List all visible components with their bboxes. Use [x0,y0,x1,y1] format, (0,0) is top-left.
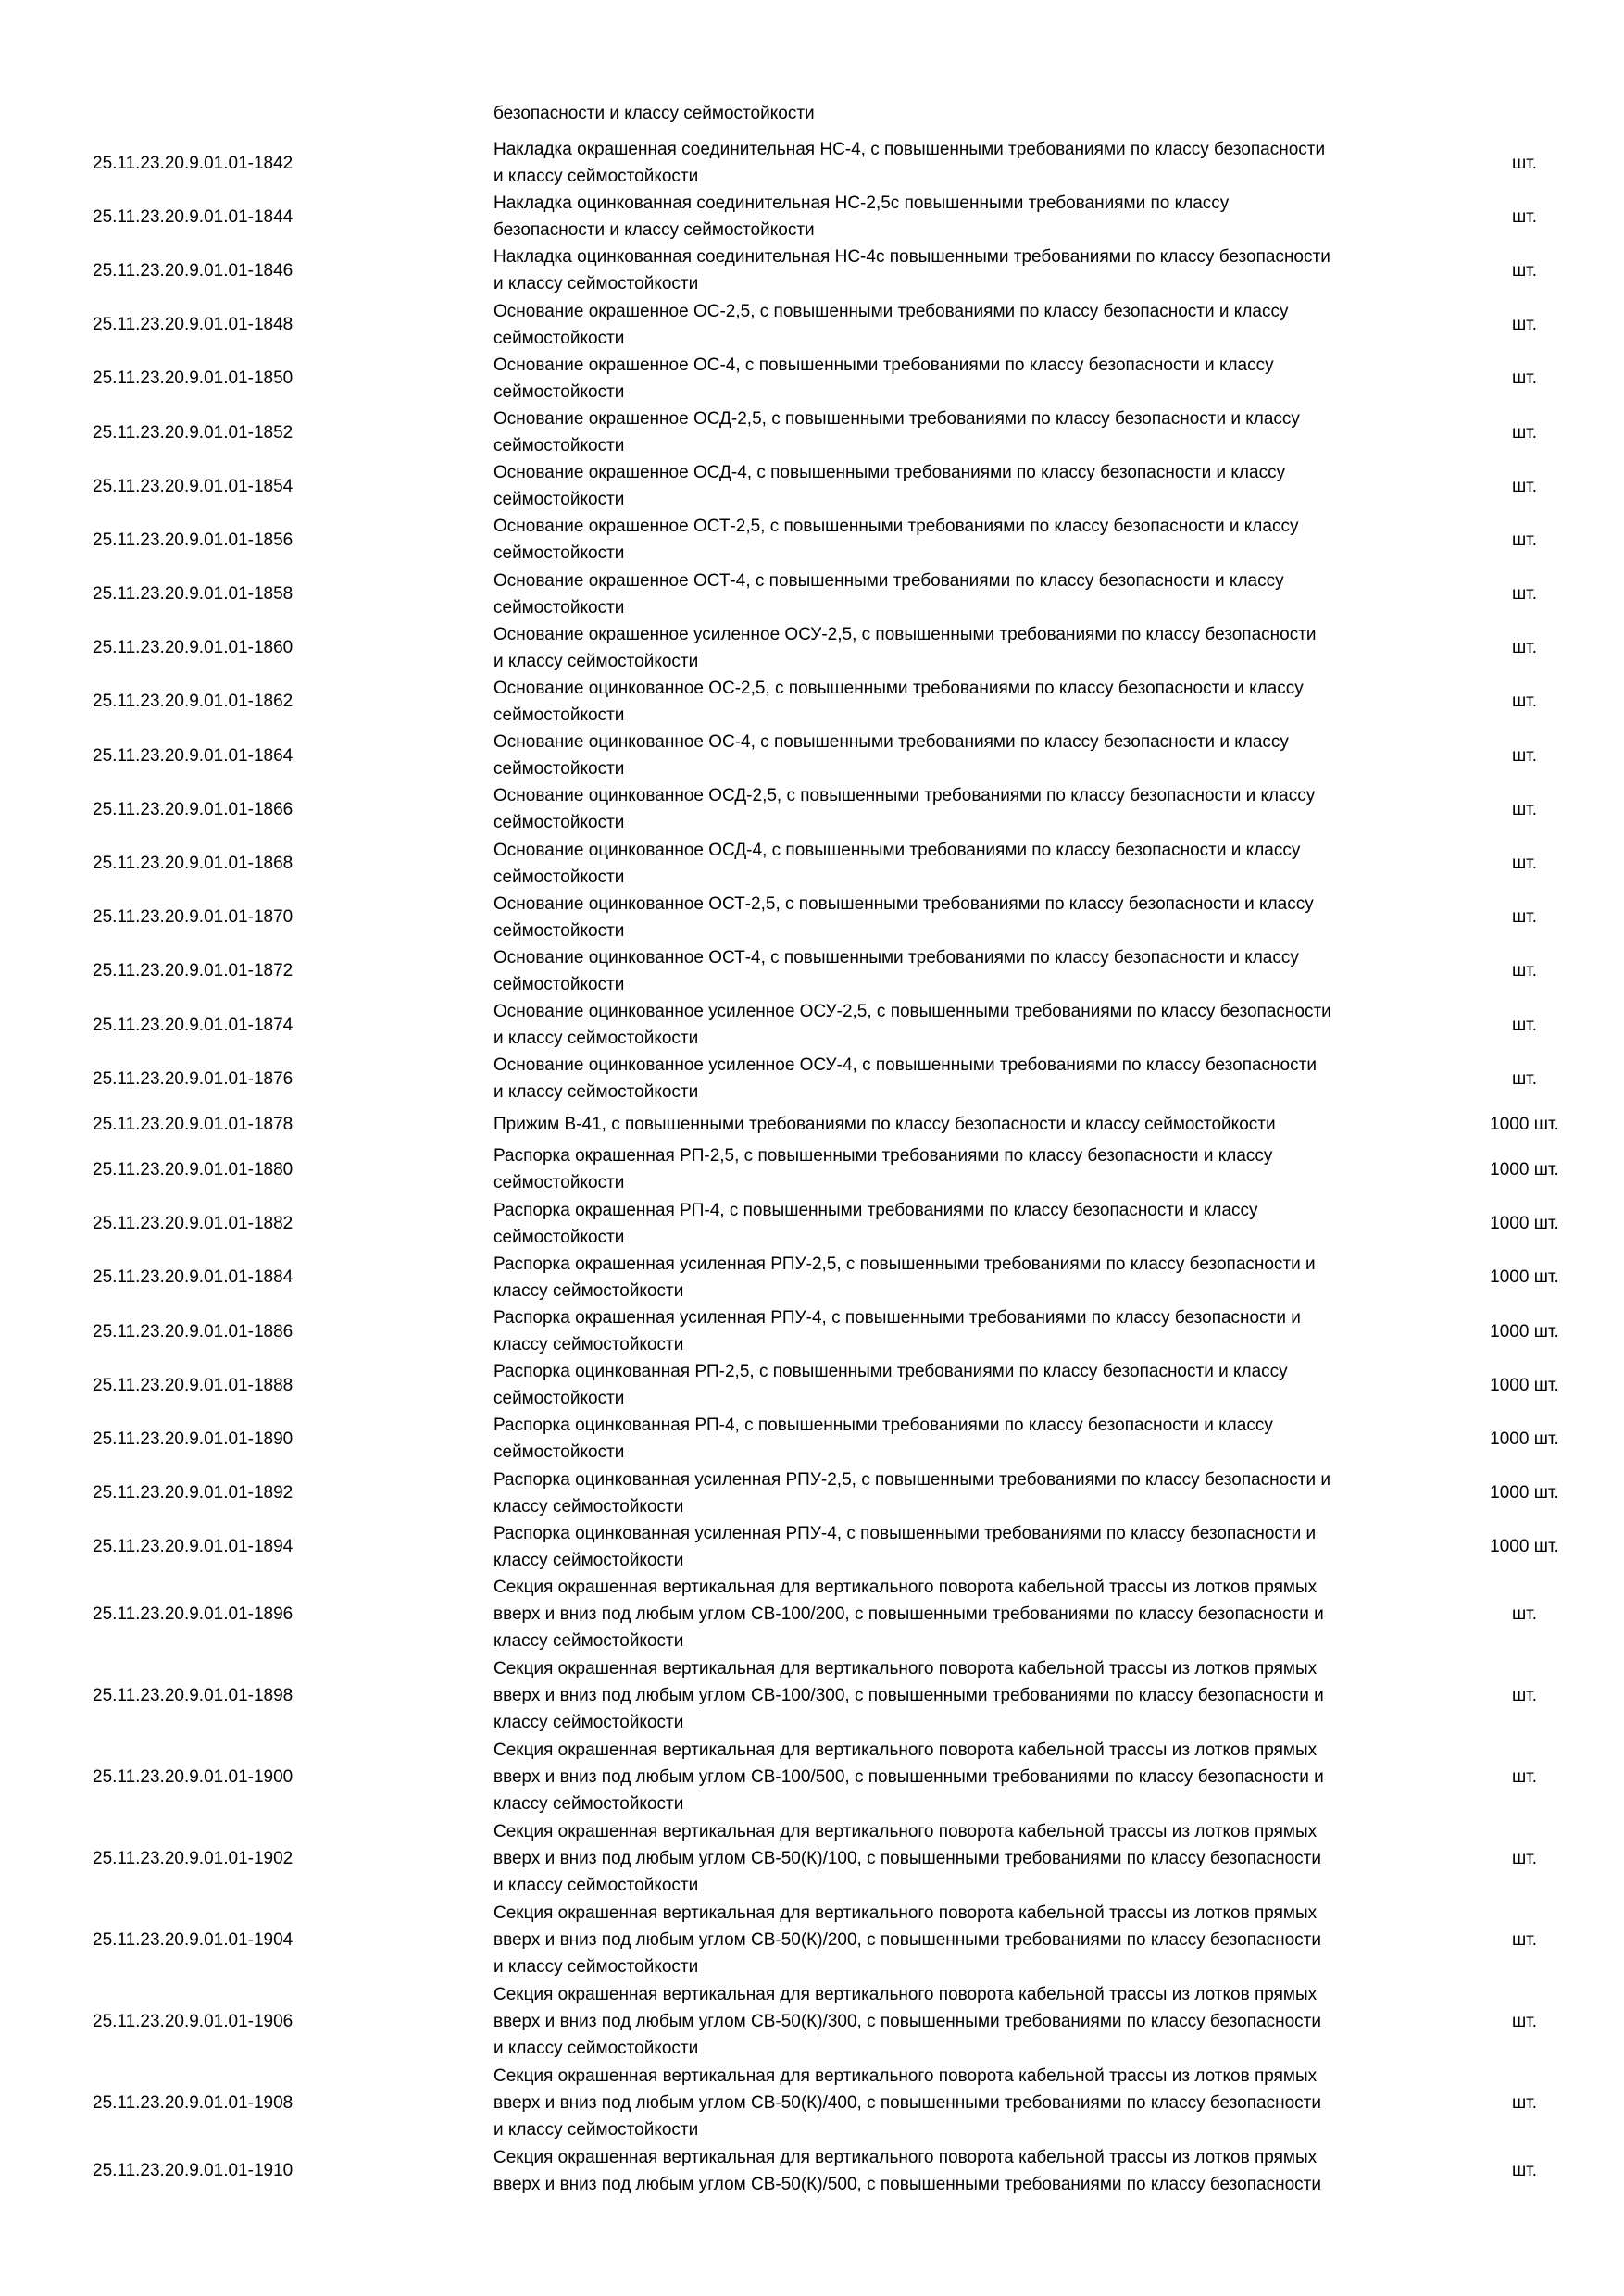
item-code: 25.11.23.20.9.01.01-1900 [93,1767,294,1788]
item-name [493,1197,1456,1251]
item-name-line: Основание оцинкованное ОС-2,5, с повышенными требованиями по классу безопасности и классу [493,678,1304,698]
table-row [93,998,1593,1052]
item-name-line: Секция окрашенная вертикальная для вертикального поворота кабельной трассы из лотков прямых [493,1822,1318,1842]
table-row [93,1358,1593,1412]
item-unit: шт. [1511,1686,1538,1706]
item-name-line: Основание оцинкованное ОСД-2,5, с повышенными требованиями по классу безопасности и классу [493,786,1316,806]
item-code: 25.11.23.20.9.01.01-1848 [93,315,294,335]
table-row [93,1466,1593,1520]
item-name [493,944,1456,998]
item-unit: шт. [1511,638,1538,658]
item-name [493,1520,1456,1574]
item-name-line: вверх и вниз под любым углом СВ-100/300, с повышенными требованиями по классу безопасности и [493,1686,1324,1706]
item-name-line: безопасности и классу сеймостойкости [493,220,815,241]
item-name-line: Распорка окрашенная усиленная РПУ-2,5, с повышенными требованиями по классу безопасности и [493,1254,1316,1274]
item-unit: шт. [1511,2161,1538,2181]
item-unit: шт. [1511,206,1538,227]
item-name [493,836,1456,890]
table-row [93,621,1593,675]
item-code: 25.11.23.20.9.01.01-1860 [93,638,294,658]
item-unit: шт. [1511,961,1538,981]
item-code: 25.11.23.20.9.01.01-1904 [93,1930,294,1951]
item-name-line: сеймостойкости [493,1173,625,1193]
item-code: 25.11.23.20.9.01.01-1882 [93,1214,294,1234]
item-name [493,190,1456,243]
item-name-line: Секция окрашенная вертикальная для вертикального поворота кабельной трассы из лотков прямых [493,1903,1318,1924]
item-name-line: Основание окрашенное ОС-2,5, с повышенными требованиями по классу безопасности и классу [493,301,1289,321]
item-unit: шт. [1511,745,1538,766]
item-name-line: Основание оцинкованное ОСД-4, с повышенными требованиями по классу безопасности и классу [493,840,1301,860]
item-code: 25.11.23.20.9.01.01-1850 [93,368,294,389]
table-row [93,190,1593,243]
item-code: 25.11.23.20.9.01.01-1880 [93,1159,294,1179]
item-name-line: Секция окрашенная вертикальная для вертикального поворота кабельной трассы из лотков прямых [493,1578,1318,1598]
table-row [93,836,1593,890]
item-name [493,298,1456,352]
item-code: 25.11.23.20.9.01.01-1876 [93,1068,294,1089]
item-unit: шт. [1511,1604,1538,1625]
item-name [493,1981,1456,2063]
item-code: 25.11.23.20.9.01.01-1862 [93,692,294,712]
item-name-line: сеймостойкости [493,1442,625,1463]
table-row [93,1105,1593,1142]
item-unit: 1000 шт. [1490,1375,1559,1395]
item-name [493,1052,1456,1105]
item-name-line: Основание окрашенное ОСТ-2,5, с повышенными требованиями по классу безопасности и классу [493,517,1299,537]
item-name-line: Накладка оцинкованная соединительная НС-2,5с повышенными требованиями по классу [493,193,1230,214]
item-unit: шт. [1511,907,1538,928]
table-row [93,1737,1593,1818]
item-name-line: Основание окрашенное ОСТ-4, с повышенными требованиями по классу безопасности и классу [493,570,1284,591]
item-name-line: сеймостойкости [493,759,625,780]
item-name-line: сеймостойкости [493,543,625,564]
item-code: 25.11.23.20.9.01.01-1886 [93,1321,294,1341]
item-name-line: вверх и вниз под любым углом СВ-100/500, с повышенными требованиями по классу безопасности и [493,1767,1324,1788]
table-row [93,1818,1593,1900]
item-name [493,1466,1456,1520]
item-name-line: Основание окрашенное ОС-4, с повышенными требованиями по классу безопасности и классу [493,355,1274,375]
item-name-line: Основание окрашенное ОСД-2,5, с повышенными требованиями по классу безопасности и классу [493,409,1300,430]
item-name-line: Распорка окрашенная усиленная РПУ-4, с повышенными требованиями по классу безопасности и [493,1308,1301,1329]
item-unit: 1000 шт. [1490,1267,1559,1288]
item-name-line: и классу сеймостойкости [493,274,699,294]
item-code: 25.11.23.20.9.01.01-1892 [93,1483,294,1504]
item-code: 25.11.23.20.9.01.01-1866 [93,799,294,819]
item-name-line: Основание оцинкованное усиленное ОСУ-2,5, с повышенными требованиями по классу безопасности [493,1002,1331,1022]
item-name-line: и классу сеймостойкости [493,651,699,671]
item-code: 25.11.23.20.9.01.01-1868 [93,854,294,874]
item-name-line: и классу сеймостойкости [493,2039,699,2059]
item-name-line: Секция окрашенная вертикальная для вертикального поворота кабельной трассы из лотков прямых [493,2066,1318,2087]
table-row [93,1655,1593,1737]
table-row [93,729,1593,782]
item-name-line: вверх и вниз под любым углом СВ-50(К)/100, с повышенными требованиями по классу безопасности [493,1849,1321,1869]
item-name-line: классу сеймостойкости [493,1550,684,1570]
table-row [93,568,1593,621]
item-name-line: Секция окрашенная вертикальная для вертикального поворота кабельной трассы из лотков прямых [493,1985,1318,2005]
table-row [93,406,1593,459]
item-name-line: Распорка оцинкованная РП-2,5, с повышенными требованиями по классу безопасности и классу [493,1362,1288,1382]
table-row [93,1304,1593,1358]
item-code: 25.11.23.20.9.01.01-1854 [93,476,294,496]
table-row [93,136,1593,190]
table-row [93,1981,1593,2063]
item-name-line: сеймостойкости [493,705,625,725]
item-code: 25.11.23.20.9.01.01-1872 [93,961,294,981]
item-code: 25.11.23.20.9.01.01-1910 [93,2161,294,2181]
item-unit: шт. [1511,368,1538,389]
item-code: 25.11.23.20.9.01.01-1890 [93,1429,294,1449]
table-row [93,352,1593,406]
item-unit: шт. [1511,2012,1538,2032]
item-name-line: сеймостойкости [493,920,625,941]
item-unit: шт. [1511,153,1538,173]
item-code: 25.11.23.20.9.01.01-1856 [93,530,294,550]
item-name-line: классу сеймостойкости [493,1631,684,1652]
item-unit: шт. [1511,1930,1538,1951]
item-code: 25.11.23.20.9.01.01-1894 [93,1537,294,1557]
item-name-line: классу сеймостойкости [493,1496,684,1516]
item-code: 25.11.23.20.9.01.01-1870 [93,907,294,928]
table-row [93,2144,1593,2198]
item-name-line: Накладка окрашенная соединительная НС-4, с повышенными требованиями по классу безопасности [493,140,1326,160]
item-unit: шт. [1511,260,1538,281]
item-name-line: сеймостойкости [493,328,625,348]
item-name-line: Распорка оцинкованная усиленная РПУ-2,5, с повышенными требованиями по классу безопасности и [493,1469,1330,1490]
table-row [93,782,1593,836]
table-row [93,891,1593,944]
item-name-line: вверх и вниз под любым углом СВ-100/200, с повышенными требованиями по классу безопасности и [493,1604,1324,1625]
item-code: 25.11.23.20.9.01.01-1902 [93,1849,294,1869]
item-unit: шт. [1511,530,1538,550]
item-name-line: сеймостойкости [493,490,625,510]
table-row [93,1052,1593,1105]
item-name-line: сеймостойкости [493,597,625,618]
item-name-line: Распорка окрашенная РП-4, с повышенными требованиями по классу безопасности и классу [493,1200,1258,1220]
item-name-line: сеймостойкости [493,1227,625,1247]
item-name [493,243,1456,297]
item-name [493,1142,1456,1196]
item-name [493,1105,1456,1142]
item-name-line: Основание оцинкованное ОСТ-2,5, с повышенными требованиями по классу безопасности и классу [493,893,1314,914]
table-row [93,1197,1593,1251]
item-code: 25.11.23.20.9.01.01-1874 [93,1015,294,1035]
item-name [493,352,1456,406]
table-row [93,1251,1593,1304]
item-name [493,2063,1456,2144]
item-name-line: и классу сеймостойкости [493,1082,699,1103]
item-name-line: Секция окрашенная вертикальная для вертикального поворота кабельной трассы из лотков прямых [493,2147,1318,2167]
table-row [93,243,1593,297]
item-unit: шт. [1511,476,1538,496]
item-name-line: сеймостойкости [493,1389,625,1409]
item-name-line: и классу сеймостойкости [493,1029,699,1049]
item-unit: 1000 шт. [1490,1483,1559,1504]
item-unit: 1000 шт. [1490,1159,1559,1179]
table-row [93,675,1593,729]
item-name-line: и классу сеймостойкости [493,1957,699,1978]
item-name-line: сеймостойкости [493,974,625,994]
item-code: 25.11.23.20.9.01.01-1898 [93,1686,294,1706]
item-name [493,2144,1456,2198]
item-unit: 1000 шт. [1490,1429,1559,1449]
item-code: 25.11.23.20.9.01.01-1896 [93,1604,294,1625]
item-name [493,1304,1456,1358]
item-name-line: классу сеймостойкости [493,1794,684,1815]
item-name-line: классу сеймостойкости [493,1335,684,1355]
items-table [93,136,1593,2198]
item-name [493,568,1456,621]
item-name-line: и классу сеймостойкости [493,2120,699,2140]
item-unit: шт. [1511,315,1538,335]
item-name [493,406,1456,459]
item-code: 25.11.23.20.9.01.01-1888 [93,1375,294,1395]
item-name [493,998,1456,1052]
item-name-line: сеймостойкости [493,381,625,402]
table-row [93,1142,1593,1196]
item-name [493,1251,1456,1304]
item-code: 25.11.23.20.9.01.01-1842 [93,153,294,173]
item-unit: 1000 шт. [1490,1214,1559,1234]
item-name-line: Распорка окрашенная РП-2,5, с повышенными требованиями по классу безопасности и классу [493,1146,1273,1167]
item-code: 25.11.23.20.9.01.01-1858 [93,584,294,605]
table-row [93,1520,1593,1574]
item-name-line: Основание оцинкованное ОСТ-4, с повышенными требованиями по классу безопасности и классу [493,947,1299,967]
item-unit: шт. [1511,854,1538,874]
items-table-body [93,136,1593,2198]
item-name-line: Секция окрашенная вертикальная для вертикального поворота кабельной трассы из лотков прямых [493,1741,1318,1761]
item-code: 25.11.23.20.9.01.01-1846 [93,260,294,281]
item-name [493,1574,1456,1655]
item-name-line: сеймостойкости [493,813,625,833]
item-unit: шт. [1511,1015,1538,1035]
item-name-line: Накладка оцинкованная соединительная НС-4с повышенными требованиями по классу безопасности [493,247,1330,268]
item-name [493,513,1456,567]
item-name-line: классу сеймостойкости [493,1713,684,1733]
item-unit: шт. [1511,1767,1538,1788]
item-unit: шт. [1511,799,1538,819]
item-code: 25.11.23.20.9.01.01-1852 [93,422,294,443]
table-row [93,1900,1593,1981]
item-name [493,136,1456,190]
item-unit: шт. [1511,692,1538,712]
item-name-line: вверх и вниз под любым углом СВ-50(К)/200, с повышенными требованиями по классу безопасности [493,1930,1321,1951]
item-name-line: вверх и вниз под любым углом СВ-50(К)/300, с повышенными требованиями по классу безопасности [493,2012,1321,2032]
item-code: 25.11.23.20.9.01.01-1906 [93,2012,294,2032]
item-name-line: и классу сеймостойкости [493,167,699,187]
item-name-line: вверх и вниз под любым углом СВ-50(К)/400, с повышенными требованиями по классу безопасности [493,2093,1321,2114]
item-name-line: Основание окрашенное усиленное ОСУ-2,5, с повышенными требованиями по классу безопасности [493,624,1317,644]
item-name [493,1900,1456,1981]
item-unit: 1000 шт. [1490,1321,1559,1341]
item-unit: шт. [1511,2093,1538,2114]
item-code: 25.11.23.20.9.01.01-1864 [93,745,294,766]
table-row [93,2063,1593,2144]
item-name-line: Прижим В-41, с повышенными требованиями по классу безопасности и классу сеймостойкости [493,1114,1276,1134]
item-name-line: и классу сеймостойкости [493,1876,699,1896]
item-name-line: Секция окрашенная вертикальная для вертикального поворота кабельной трассы из лотков прямых [493,1659,1318,1679]
continued-text: безопасности и классу сеймостойкости [493,104,815,123]
item-name-line: Основание окрашенное ОСД-4, с повышенными требованиями по классу безопасности и классу [493,463,1286,483]
item-name [493,621,1456,675]
table-row [93,1574,1593,1655]
item-name-line: вверх и вниз под любым углом СВ-50(К)/500, с повышенными требованиями по классу безопасности [493,2174,1321,2194]
item-name-line: Основание оцинкованное ОС-4, с повышенными требованиями по классу безопасности и классу [493,732,1289,753]
item-name-line: сеймостойкости [493,436,625,456]
table-row [93,944,1593,998]
item-unit: 1000 шт. [1490,1114,1559,1134]
item-name [493,891,1456,944]
item-name [493,1412,1456,1466]
item-unit: шт. [1511,1068,1538,1089]
item-code: 25.11.23.20.9.01.01-1844 [93,206,294,227]
item-name-line: Основание оцинкованное усиленное ОСУ-4, с повышенными требованиями по классу безопасности [493,1055,1317,1076]
item-name [493,729,1456,782]
item-name [493,459,1456,513]
item-name [493,1818,1456,1900]
item-name-line: классу сеймостойкости [493,1280,684,1301]
item-name [493,1737,1456,1818]
item-code: 25.11.23.20.9.01.01-1878 [93,1114,294,1134]
table-row [93,298,1593,352]
item-code: 25.11.23.20.9.01.01-1908 [93,2093,294,2114]
item-unit: шт. [1511,422,1538,443]
table-row [93,459,1593,513]
item-unit: шт. [1511,1849,1538,1869]
table-row [93,513,1593,567]
item-unit: шт. [1511,584,1538,605]
item-unit: 1000 шт. [1490,1537,1559,1557]
item-name [493,675,1456,729]
item-code: 25.11.23.20.9.01.01-1884 [93,1267,294,1288]
item-name-line: Распорка оцинкованная РП-4, с повышенными требованиями по классу безопасности и классу [493,1416,1273,1436]
table-row [93,1412,1593,1466]
item-name [493,1358,1456,1412]
item-name-line: Распорка оцинкованная усиленная РПУ-4, с повышенными требованиями по классу безопасности и [493,1523,1317,1543]
item-name [493,1655,1456,1737]
item-name-line: сеймостойкости [493,867,625,887]
item-name [493,782,1456,836]
